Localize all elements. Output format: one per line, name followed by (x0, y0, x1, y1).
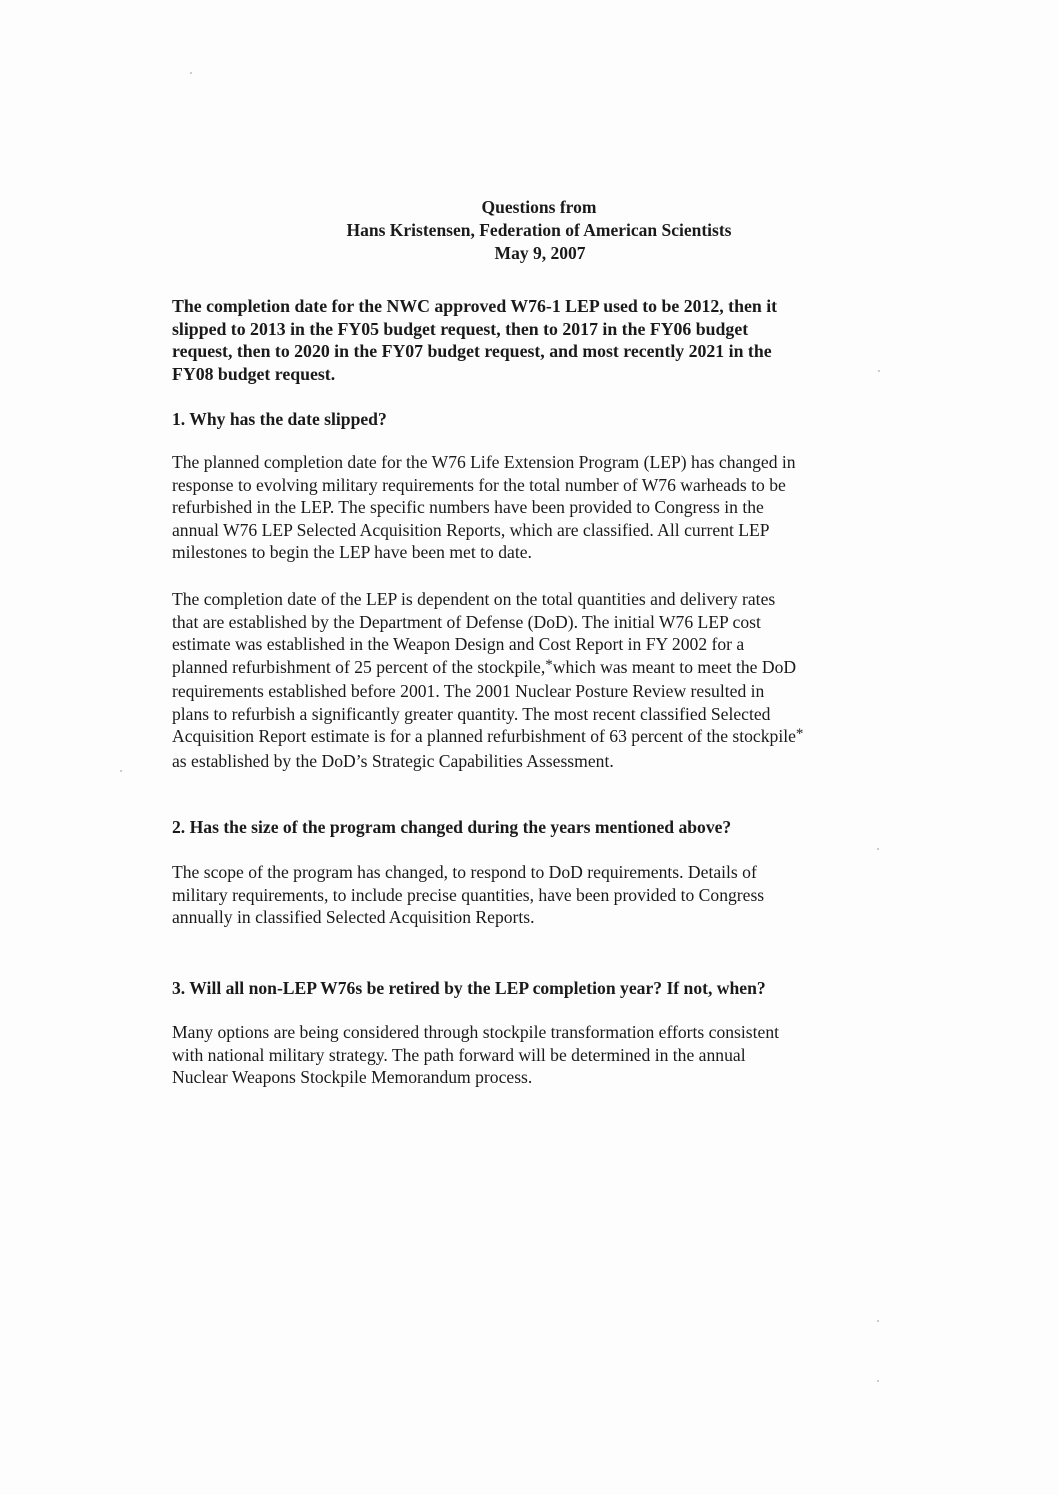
scan-speck (877, 1380, 879, 1382)
answer-line: requirements established before 2001. The 2001 Nuclear Posture Review resulted in (172, 681, 765, 701)
intro-line: slipped to 2013 in the FY05 budget request, then to 2017 in the FY06 budget (172, 318, 749, 339)
answer-line (172, 656, 892, 681)
footnote-asterisk: * (795, 726, 804, 742)
answer-line: refurbished in the LEP. The specific numbers have been provided to Congress in the (172, 497, 764, 517)
answer-1-paragraph-1 (172, 451, 892, 564)
answer-line: as established by the DoD’s Strategic Capabilities Assessment. (172, 750, 614, 771)
header-date: May 9, 2007 (494, 243, 586, 263)
answer-1-paragraph-2 (172, 588, 892, 772)
answer-line: that are established by the Department of Defense (DoD). The initial W76 LEP cost (172, 611, 761, 632)
answer-line: milestones to begin the LEP have been met to date. (172, 542, 532, 562)
scan-speck (190, 72, 192, 74)
intro-line: The completion date for the NWC approved W76-1 LEP used to be 2012, then it (172, 296, 778, 316)
answer-line: Nuclear Weapons Stockpile Memorandum process. (172, 1067, 533, 1087)
footnote-asterisk: * (545, 656, 553, 673)
answer-line: annual W76 LEP Selected Acquisition Reports, which are classified. All current LEP (172, 519, 770, 540)
answer-line: The completion date of the LEP is dependent on the total quantities and delivery rates (172, 589, 776, 609)
answer-text: which was meant to meet the DoD (552, 656, 797, 677)
question-2-text: 2. Has the size of the program changed during the years mentioned above? (172, 817, 732, 837)
question-1-text: 1. Why has the date slipped? (172, 409, 387, 429)
answer-line: estimate was established in the Weapon Design and Cost Report in FY 2002 for a (172, 634, 745, 654)
question-1-heading (172, 408, 892, 431)
answer-line: response to evolving military requirements for the total number of W76 warheads to be (172, 474, 786, 495)
intro-line: request, then to 2020 in the FY07 budget request, and most recently 2021 in the (172, 341, 772, 361)
answer-line: annually in classified Selected Acquisition Reports. (172, 907, 535, 927)
question-3-heading (172, 977, 892, 1000)
intro-paragraph (172, 295, 892, 385)
answer-line: plans to refurbish a significantly greater quantity. The most recent classified Selected (172, 703, 771, 724)
document-header (0, 196, 1058, 265)
answer-2-paragraph (172, 861, 892, 929)
scan-speck (877, 848, 879, 850)
answer-text: Acquisition Report estimate is for a planned refurbishment of 63 percent of the stockpile (172, 726, 796, 746)
answer-line: The scope of the program has changed, to respond to DoD requirements. Details of (172, 862, 757, 882)
answer-text: planned refurbishment of 25 percent of the stockpile, (172, 656, 546, 677)
question-3-text: 3. Will all non-LEP W76s be retired by the LEP completion year? If not, when? (172, 978, 766, 998)
answer-line: Many options are being considered through stockpile transformation efforts consistent (172, 1022, 780, 1042)
answer-line: military requirements, to include precise quantities, have been provided to Congress (172, 884, 765, 905)
answer-line: with national military strategy. The path forward will be determined in the annual (172, 1044, 746, 1065)
scan-speck (120, 770, 122, 772)
answer-line (172, 725, 892, 750)
intro-line: FY08 budget request. (172, 363, 336, 384)
header-title: Questions from (481, 197, 597, 217)
question-2-heading (172, 816, 892, 839)
answer-3-paragraph (172, 1021, 892, 1089)
scan-speck (877, 1320, 879, 1322)
answer-line: The planned completion date for the W76 Life Extension Program (LEP) has changed in (172, 452, 796, 472)
header-author: Hans Kristensen, Federation of American Scientists (346, 220, 732, 240)
